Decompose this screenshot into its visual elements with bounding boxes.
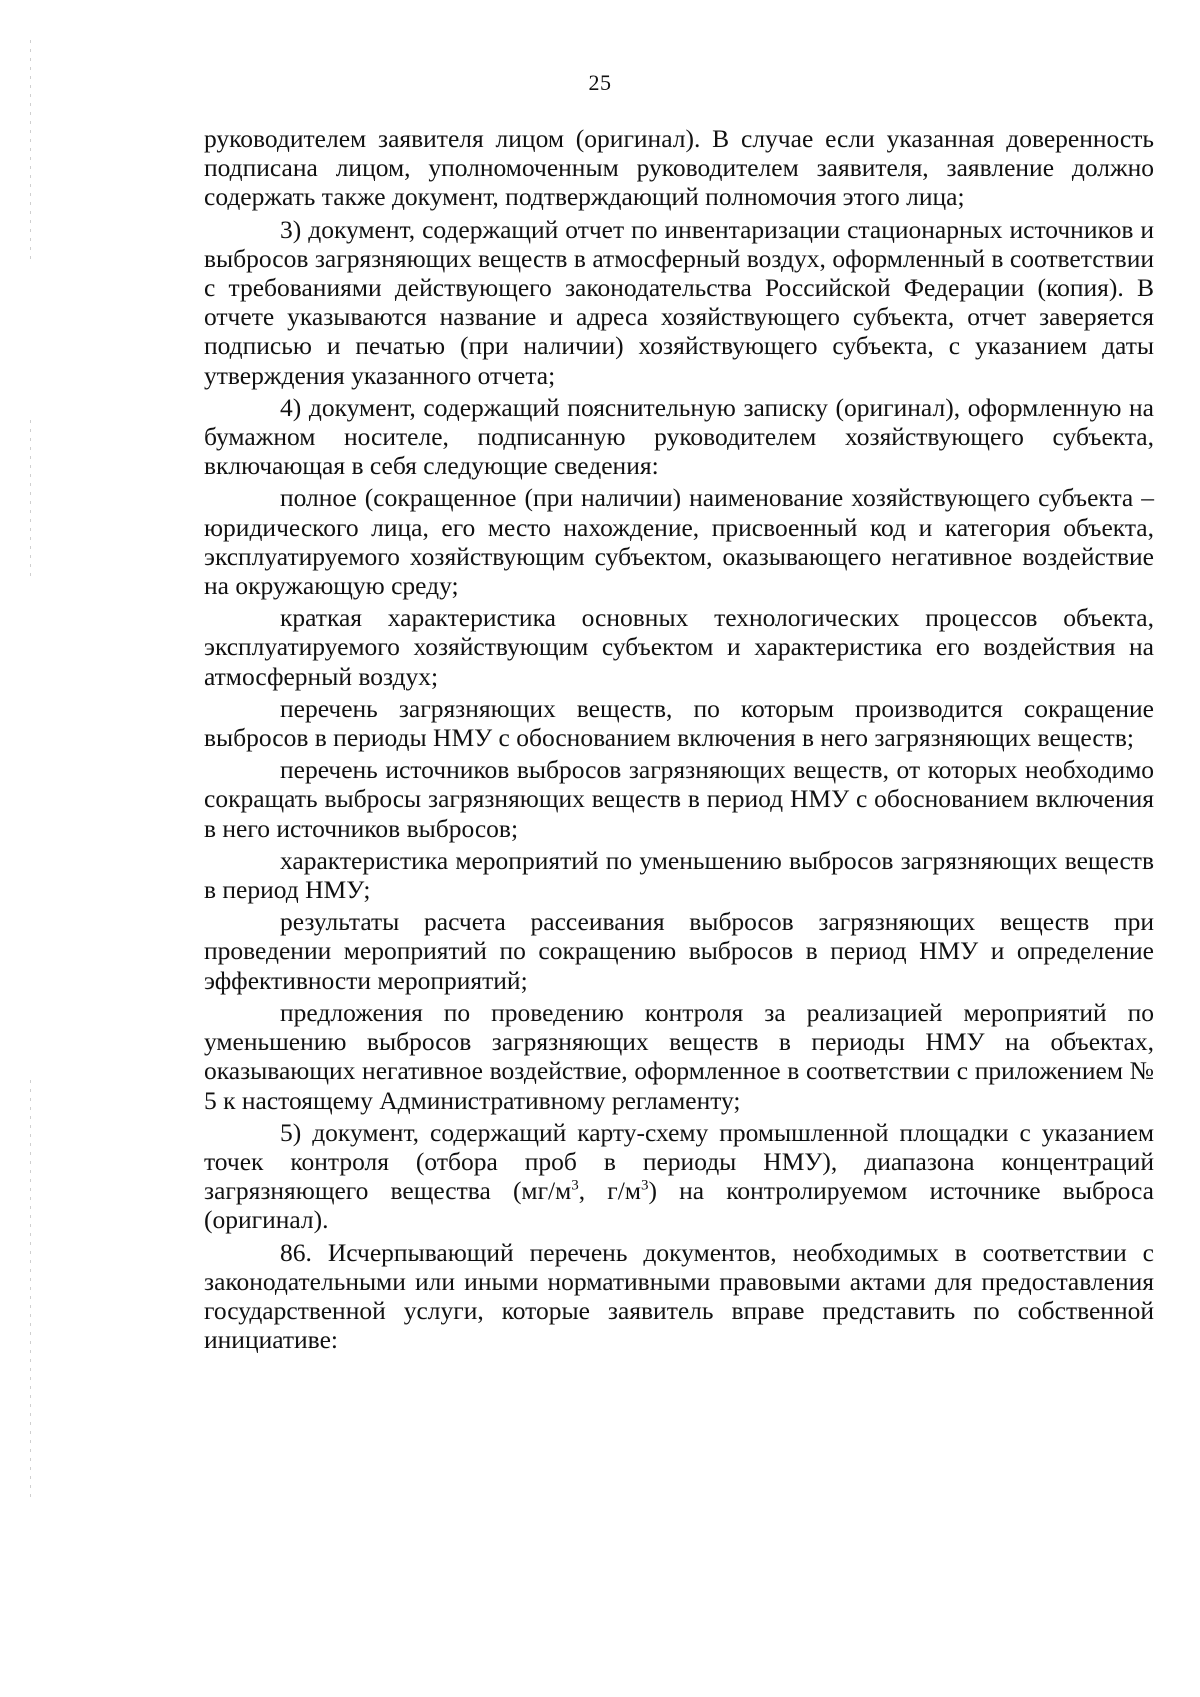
paragraph-process-characteristics: краткая характеристика основных технологических процессов объекта, эксплуатируемого хозяйствующим субъектом и характеристика его воздействия на атмосферный воздух;: [204, 603, 1154, 691]
paragraph-86-document-list: 86. Исчерпывающий перечень документов, необходимых в соответствии с законодательными или иными нормативными правовыми актами для предоставления государственной услуги, которые заявитель вправе представить по собственной инициативе:: [204, 1237, 1154, 1355]
site-map-text-end: ) на контролируемом источнике выброса (оригинал).: [204, 1176, 1155, 1235]
scan-margin-artifact: [30, 1080, 31, 1500]
paragraph-measures-characteristics: характеристика мероприятий по уменьшению выбросов загрязняющих веществ в период НМУ;: [204, 845, 1154, 905]
superscript-3: 3: [640, 1177, 649, 1194]
document-body: [204, 124, 1154, 1357]
paragraph-entity-name: полное (сокращенное (при наличии) наименование хозяйствующего субъекта – юридического лица, его место нахождение, присвоенный код и категория объекта, эксплуатируемого хозяйствующим субъектом, оказывающего негативное воздействие на окружающую среду;: [204, 483, 1154, 601]
paragraph-pollutants-list: перечень загрязняющих веществ, по которым производится сокращение выбросов в периоды НМУ с обоснованием включения в него загрязняющих веществ;: [204, 693, 1154, 753]
paragraph-dispersion-results: результаты расчета рассеивания выбросов загрязняющих веществ при проведении мероприятий по сокращению выбросов в период НМУ и определение эффективности мероприятий;: [204, 907, 1154, 995]
paragraph-item-5-site-map: [204, 1118, 1154, 1235]
paragraph-item-4-explanatory-note: 4) документ, содержащий пояснительную записку (оригинал), оформленную на бумажном носителе, подписанную руководителем хозяйствующего субъекта, включающая в себя следующие сведения:: [204, 392, 1154, 481]
paragraph-continuation: руководителем заявителя лицом (оригинал). В случае если указанная доверенность подписана лицом, уполномоченным руководителем заявителя, заявление должно содержать также документ, подтверждающий полномочия этого лица;: [204, 124, 1154, 212]
superscript-3: 3: [571, 1177, 579, 1194]
site-map-text-start: 5) документ, содержащий карту-схему промышленной площадки с указанием точек контроля (отбора проб в периоды НМУ), диапазона концентраций загрязняющего вещества (мг/м: [204, 1117, 1154, 1206]
paragraph-emission-sources-list: перечень источников выбросов загрязняющих веществ, от которых необходимо сокращать выбросы загрязняющих веществ в период НМУ с обоснованием включения в него источников выбросов;: [204, 755, 1154, 843]
scan-margin-artifact: [30, 420, 31, 580]
page-number: 25: [588, 70, 612, 95]
paragraph-item-3-inventory-report: 3) документ, содержащий отчет по инвентаризации стационарных источников и выбросов загрязняющих веществ в атмосферный воздух, оформленный в соответствии с требованиями действующего законодательства Российской Федерации (копия). В отчете указываются название и адреса хозяйствующего субъекта, отчет заверяется подписью и печатью (при наличии) хозяйствующего субъекта, с указанием даты утверждения указанного отчета;: [204, 214, 1154, 390]
site-map-text-middle: , г/м: [578, 1176, 641, 1206]
paragraph-control-proposals: предложения по проведению контроля за реализацией мероприятий по уменьшению выбросов загрязняющих веществ в периоды НМУ на объектах, оказывающих негативное воздействие, оформленное в соответствии с приложением № 5 к настоящему Административному регламенту;: [204, 997, 1154, 1115]
